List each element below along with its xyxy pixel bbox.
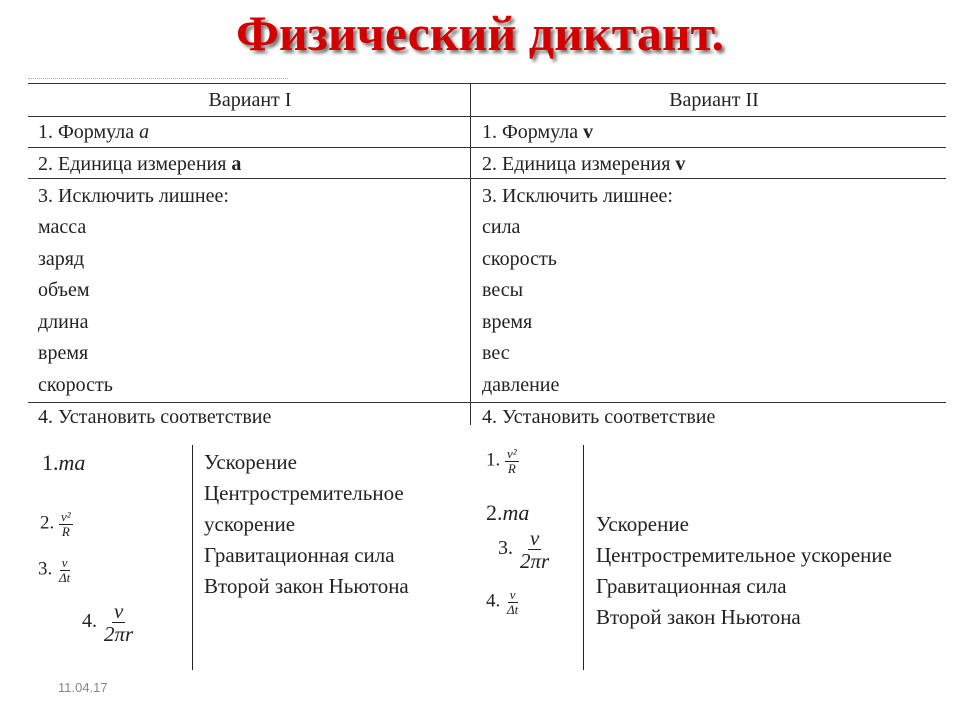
list-item: заряд [38,247,85,270]
list-item: Ускорение [596,512,689,536]
list-item: скорость [38,373,113,396]
list-item: длина [38,310,89,333]
v2-question-1 [482,120,593,144]
v2-formula-2: 2.ma [486,500,530,525]
v2-formula-3: 3. $\frac{v}{2\pi r}$ [498,526,550,574]
v2-formula-4: 4. $\frac{v}{\Delta t}$ [486,587,519,617]
list-item: сила [482,216,521,238]
v1-formula-4: 4. $\frac{v}{2\pi r}$ [82,599,134,647]
v1-question-3: 3. Исключить лишнее: [38,185,229,207]
list-item: время [482,310,533,333]
list-item: масса [38,216,87,238]
list-item: Центростремительное ускорение [596,543,892,567]
v2-match-answers [596,509,892,633]
table-border-row1 [28,147,946,148]
list-item: ускорение [204,512,296,536]
table-border-row3 [28,402,946,403]
list-item: Гравитационная сила [204,543,395,567]
v2-question-2 [482,152,685,176]
v2-match-separator [583,445,584,670]
v1-question-1-symbol: a [139,121,150,143]
table-border-header [28,116,946,117]
v1-question-4: 4. Установить соответствие [38,406,272,428]
v1-question-2 [38,152,241,176]
column-header-variant-2: Вариант II [669,89,759,111]
slide-date: 11.04.17 [58,680,108,695]
v1-match-separator [192,445,193,670]
v2-question-3-list [482,212,559,402]
list-item: время [38,342,89,365]
list-item: Центростремительное [204,481,404,505]
v2-question-4: 4. Установить соответствие [482,406,716,428]
v2-question-2-symbol: v [675,153,686,175]
v1-formula-3: 3. $\frac{v}{\Delta t}$ [38,555,71,585]
table-border-row2 [28,178,946,179]
v2-question-1-symbol: v [583,121,594,143]
list-item: Второй закон Ньютона [204,574,409,598]
v1-question-2-symbol: a [231,153,242,175]
list-item: Гравитационная сила [596,574,787,598]
list-item: вес [482,342,510,365]
v2-question-1-text: 1. Формула [482,121,579,143]
column-header-variant-1: Вариант I [208,89,292,111]
v1-formula-1: 1.ma [42,450,86,475]
list-item: Ускорение [204,450,297,474]
list-item: весы [482,279,524,302]
v2-formula-1: 1. $\frac{\text{v²}}{R}$ [486,446,517,476]
page-title: Физический диктант. [236,5,724,61]
v2-question-2-text: 2. Единица измерения [482,153,671,175]
v1-formula-2: 2. $\frac{\text{v²}}{R}$ [40,509,71,539]
v1-question-1-text: 1. Формула [38,121,135,143]
dotted-divider [28,78,288,79]
list-item: скорость [482,247,557,270]
list-item: объем [38,279,90,302]
list-item: Второй закон Ньютона [596,605,801,629]
table-column-divider [470,83,471,425]
table-border-top [28,83,946,84]
v2-question-3: 3. Исключить лишнее: [482,185,673,207]
v1-question-3-list [38,212,113,402]
v1-match-answers [204,447,409,602]
v1-question-1 [38,120,149,144]
list-item: давление [482,373,560,396]
v1-question-2-text: 2. Единица измерения [38,153,227,175]
